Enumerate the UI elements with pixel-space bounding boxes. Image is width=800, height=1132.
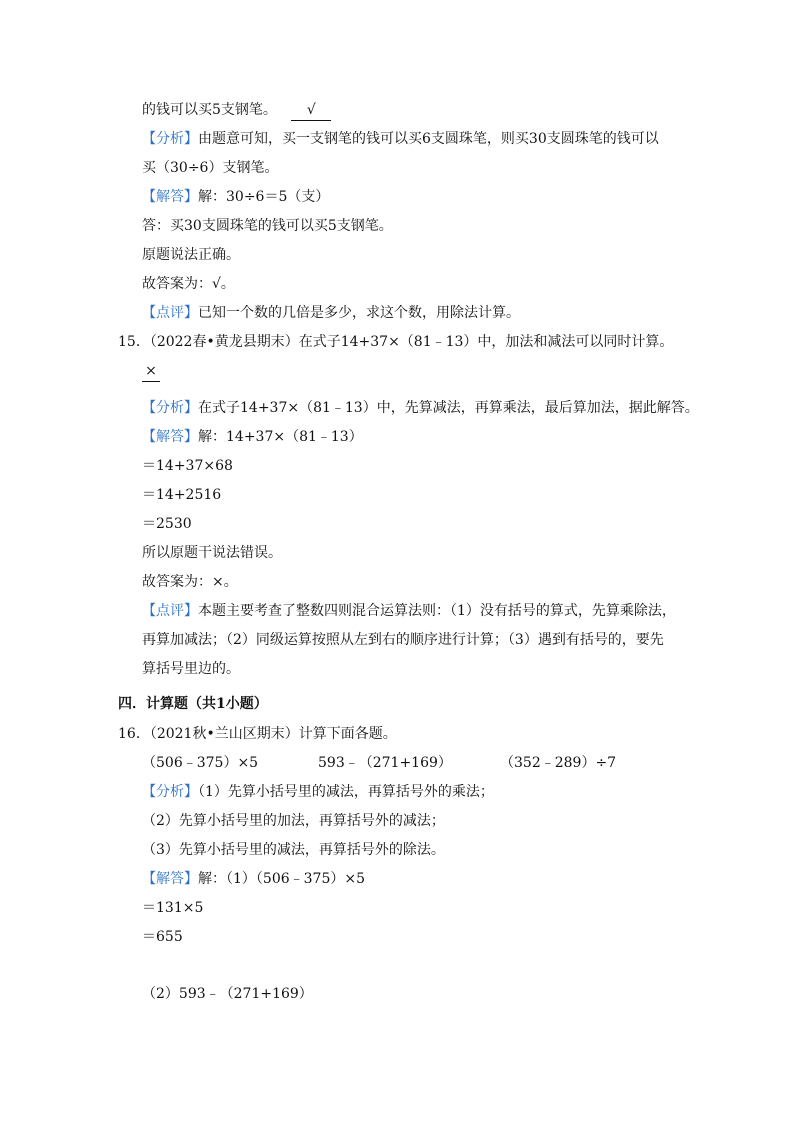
q14-final-answer: 故答案为：√。: [142, 276, 235, 292]
solution-tag: 【解答】: [142, 189, 198, 205]
q16-step-2: ＝655: [142, 929, 183, 945]
q15-judgement: 所以原题干说法错误。: [142, 545, 282, 561]
q15-step-2: ＝14+2516: [142, 487, 222, 503]
q15-answer-line: [142, 361, 160, 382]
q14-analysis: 【分析】由题意可知，买一支钢笔的钱可以买6支圆珠笔，则买30支圆珠笔的钱可以: [142, 131, 659, 147]
analysis-tag: 【分析】: [142, 131, 198, 147]
q15-comment: 【点评】本题主要考查了整数四则混合运算法则：（1）没有括号的算式，先算乘除法，: [142, 603, 676, 619]
q15-step-1: ＝14+37×68: [142, 458, 233, 474]
question-number: 16．: [118, 726, 150, 742]
q14-analysis-cont: 买（30÷6）支钢笔。: [142, 160, 279, 176]
analysis-tag: 【分析】: [142, 784, 198, 800]
q15-final-answer: 故答案为：×。: [142, 574, 238, 590]
comment-tag: 【点评】: [142, 305, 198, 321]
solution-tag: 【解答】: [142, 429, 198, 445]
analysis-tag: 【分析】: [142, 400, 198, 416]
q14-answer: √: [291, 100, 331, 121]
q16-question: 16．（2021秋•兰山区期末）计算下面各题。: [118, 726, 397, 742]
q16-expression-3: （352﹣289）÷7: [500, 755, 617, 771]
q16-analysis-2: （2）先算小括号里的加法，再算括号外的减法；: [142, 813, 445, 829]
q16-part-2: （2）593﹣（271+169）: [142, 986, 313, 1002]
solution-tag: 【解答】: [142, 871, 198, 887]
question-number: 15．: [118, 334, 150, 350]
q15-comment-cont-1: 再算加减法；（2）同级运算按照从左到右的顺序进行计算；（3）遇到有括号的，要先: [142, 632, 664, 648]
q16-step-1: ＝131×5: [142, 900, 204, 916]
q15-comment-cont-2: 算括号里边的。: [142, 661, 240, 677]
q14-statement-end: 的钱可以买5支钢笔。 √: [142, 100, 331, 121]
q14-solution-answer: 答：买30支圆珠笔的钱可以买5支钢笔。: [142, 218, 393, 234]
q14-solution: 【解答】解：30÷6＝5（支）: [142, 189, 330, 205]
q16-solution: 【解答】解：（1）（506﹣375）×5: [142, 871, 365, 887]
q15-answer: ×: [142, 361, 160, 382]
q15-analysis: 【分析】在式子14+37×（81﹣13）中，先算减法，再算乘法，最后算加法，据此解答。: [142, 400, 699, 416]
q14-solution-judgement: 原题说法正确。: [142, 247, 240, 263]
q15-solution: 【解答】解：14+37×（81﹣13）: [142, 429, 363, 445]
q14-comment: 【点评】已知一个数的几倍是多少，求这个数，用除法计算。: [142, 305, 520, 321]
q16-analysis: 【分析】（1）先算小括号里的减法，再算括号外的乘法；: [142, 784, 494, 800]
q16-analysis-3: （3）先算小括号里的减法，再算括号外的除法。: [142, 842, 445, 858]
q15-question: 15．（2022春•黄龙县期末）在式子14+37×（81﹣13）中，加法和减法可以同时计算。: [118, 334, 674, 350]
comment-tag: 【点评】: [142, 603, 198, 619]
section-title: 四．计算题（共1小题）: [118, 696, 268, 712]
q15-step-3: ＝2530: [142, 516, 192, 532]
q16-expression-2: 593﹣（271+169）: [318, 755, 452, 771]
q16-expression-1: （506﹣375）×5: [142, 755, 259, 771]
